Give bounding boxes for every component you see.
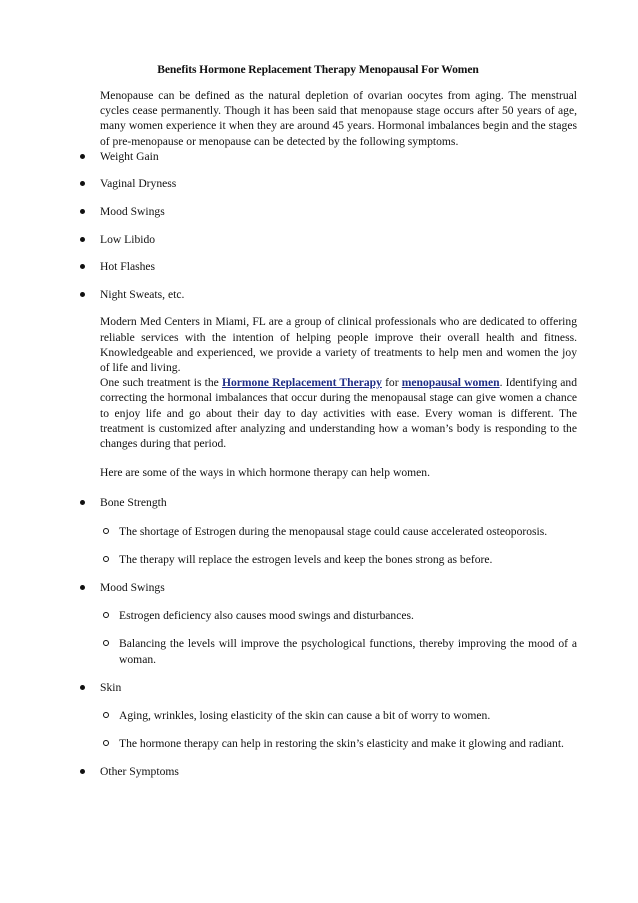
sub-list-item: The therapy will replace the estrogen levels and keep the bones strong as before. — [119, 552, 577, 567]
treatment-paragraph: One such treatment is the Hormone Replacement Therapy for menopausal women. Identifying and correcting the hormonal imbalances that occur during the menopausal stage can give women a chance to enjoy life and go about their day to day activities with ease. Every woman is different. The treatment is customized after analyzing and understanding how a woman’s body is responding to the changes during that period. — [100, 376, 578, 450]
menopausal-women-link[interactable]: menopausal women — [401, 376, 500, 390]
bullet-icon — [80, 585, 85, 590]
bullet-icon — [80, 685, 85, 690]
bullet-icon — [80, 292, 85, 297]
sub-list-item: The hormone therapy can help in restoring the skin’s elasticity and make it glowing and radiant. — [119, 736, 577, 751]
benefit-list — [100, 495, 577, 779]
document-body — [100, 88, 577, 780]
sub-list-item: Balancing the levels will improve the psychological functions, thereby improving the mood of a woman. — [119, 636, 577, 666]
list-item: Vaginal Dryness — [100, 176, 577, 191]
circle-bullet-icon — [103, 640, 109, 646]
circle-bullet-icon — [103, 612, 109, 618]
sub-list-item: Aging, wrinkles, losing elasticity of the skin can cause a bit of worry to women. — [119, 708, 577, 723]
circle-bullet-icon — [103, 556, 109, 562]
hormone-therapy-link[interactable]: Hormone Replacement Therapy — [221, 376, 382, 390]
list-item: Mood Swings Estrogen deficiency also causes mood swings and disturbances. Balancing the levels will improve the psychological functions, thereby improving the mood of a woman. — [100, 580, 577, 667]
list-item: Bone Strength The shortage of Estrogen during the menopausal stage could cause accelerated osteoporosis. The therapy will replace the estrogen levels and keep the bones strong as before. — [100, 495, 577, 567]
sub-list — [100, 708, 577, 751]
sub-list-item: The shortage of Estrogen during the menopausal stage could cause accelerated osteoporosis. — [119, 524, 577, 539]
list-item: Other Symptoms — [100, 764, 577, 779]
ways-intro: Here are some of the ways in which hormone therapy can help women. — [100, 466, 430, 480]
bullet-icon — [80, 209, 85, 214]
list-item: Mood Swings — [100, 204, 577, 219]
bullet-icon — [80, 264, 85, 269]
sub-list-item: Estrogen deficiency also causes mood swings and disturbances. — [119, 608, 577, 623]
list-item: Hot Flashes — [100, 259, 577, 274]
circle-bullet-icon — [103, 712, 109, 718]
symptom-list — [100, 149, 577, 302]
list-item: Weight Gain — [100, 149, 577, 164]
bullet-icon — [80, 154, 85, 159]
document-title: Benefits Hormone Replacement Therapy Menopausal For Women — [157, 63, 479, 76]
sub-list — [100, 608, 577, 667]
bullet-icon — [80, 181, 85, 186]
list-item: Night Sweats, etc. — [100, 287, 577, 302]
bullet-icon — [80, 500, 85, 505]
bullet-icon — [80, 237, 85, 242]
list-item: Skin Aging, wrinkles, losing elasticity of the skin can cause a bit of worry to women. The hormone therapy can help in restoring the skin’s elasticity and make it glowing and radiant. — [100, 680, 577, 752]
intro-paragraph: Menopause can be defined as the natural depletion of ovarian oocytes from aging. The menstrual cycles cease permanently. Though it has been said that menopause stage occurs after 50 years of age, many women experience it when they are around 45 years. Hormonal imbalances begin and the stages of pre-menopause or menopause can be detected by the following symptoms. — [100, 89, 577, 148]
circle-bullet-icon — [103, 740, 109, 746]
sub-list — [100, 524, 577, 567]
bullet-icon — [80, 769, 85, 774]
circle-bullet-icon — [103, 528, 109, 534]
list-item: Low Libido — [100, 232, 577, 247]
about-paragraph: Modern Med Centers in Miami, FL are a group of clinical professionals who are dedicated to offering reliable services with the intention of helping people improve their overall health and fitness. Knowledgeable and experienced, we provide a variety of treatments to help men and women the joy of life and living. — [100, 315, 577, 374]
